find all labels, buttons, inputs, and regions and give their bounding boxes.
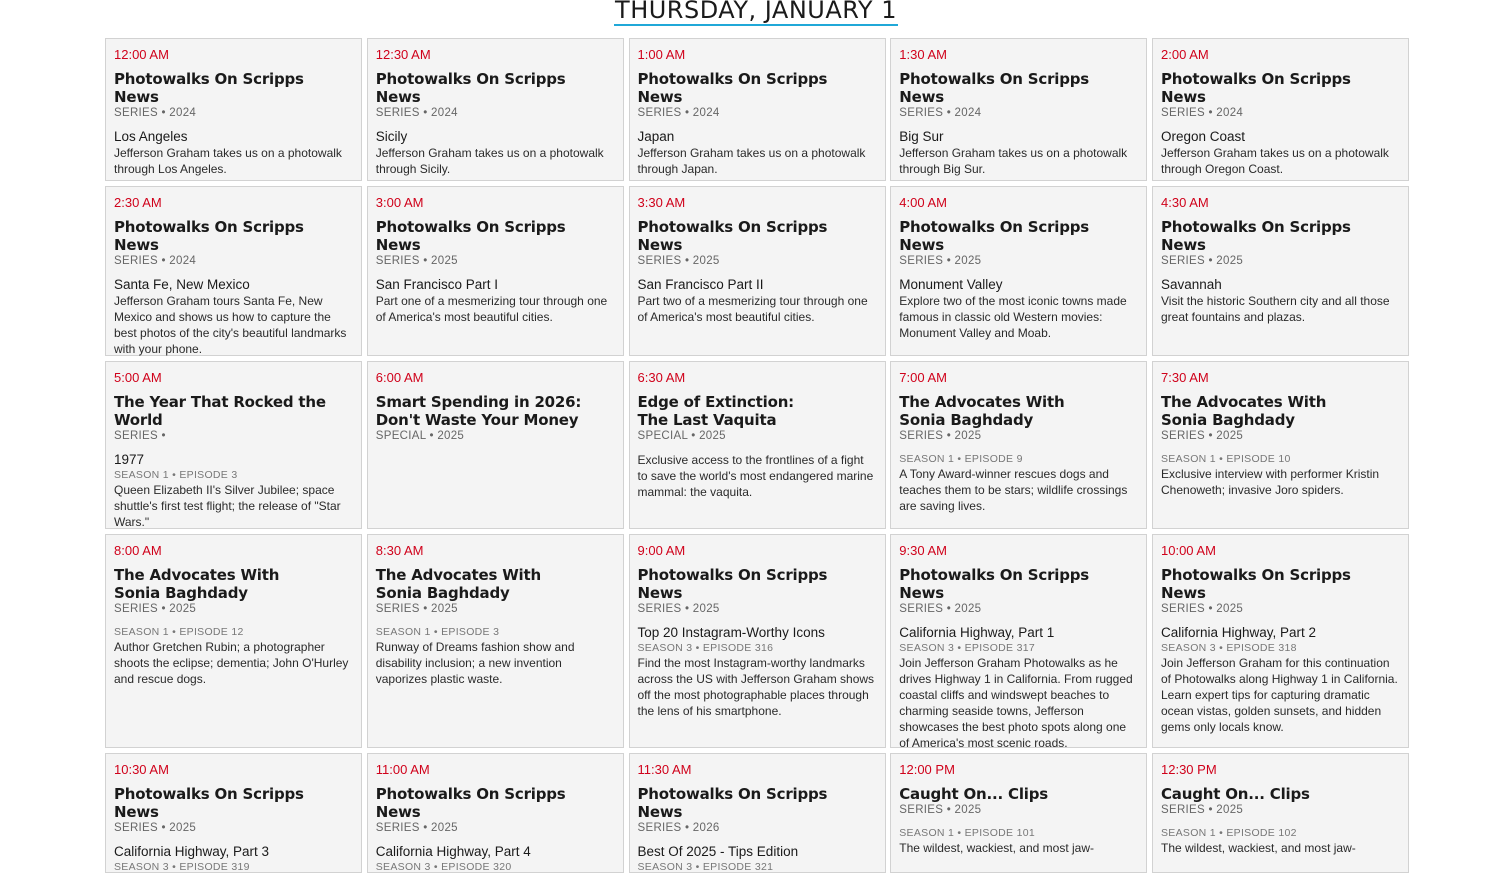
listing-time: 4:00 AM [899,195,947,210]
listing-time: 4:30 AM [1161,195,1209,210]
schedule-card[interactable] [367,534,624,748]
listing-time: 8:00 AM [114,543,162,558]
listing-time: 3:30 AM [637,195,686,210]
listing-title[interactable]: Photowalks On Scripps News [1161,218,1351,254]
episode-title: Sicily [375,129,408,144]
schedule-card[interactable] [105,753,362,873]
episode-description: Jefferson Graham takes us on a photowalk through Oregon Coast. [1161,146,1389,176]
episode-meta: SEASON 1 • EPISODE 3 [114,469,238,481]
listing-title[interactable]: Photowalks On Scripps News [114,70,304,106]
episode-description: The wildest, wackiest, and most jaw- [899,841,1094,855]
episode-title: Savannah [1161,277,1222,292]
episode-description: Part two of a mesmerizing tour through one of America's most beautiful cities. [637,294,868,324]
listing-title[interactable]: Caught On... Clips [899,785,1048,803]
episode-meta: SEASON 3 • EPISODE 317 [899,642,1035,654]
listing-meta: SERIES • 2024 [114,107,197,119]
listing-time: 7:30 AM [1161,370,1209,385]
episode-description: Exclusive access to the frontlines of a fight to save the world's most endangered marine mammal: the vaquita. [637,453,874,499]
listing-meta: SERIES • 2024 [375,107,458,119]
date-heading-text: THURSDAY, JANUARY 1 [614,0,898,26]
schedule-card[interactable] [1152,186,1409,356]
date-heading [0,0,1512,25]
listing-time: 11:00 AM [375,762,430,777]
episode-title: San Francisco Part II [637,277,764,292]
listing-title[interactable]: Photowalks On Scripps News [375,70,566,106]
schedule-card[interactable] [367,38,624,181]
episode-title: Los Angeles [114,129,188,144]
episode-description: Jefferson Graham takes us on a photowalk through Japan. [637,146,866,176]
listing-meta: SERIES • 2026 [637,822,720,834]
episode-description: Jefferson Graham takes us on a photowalk through Los Angeles. [114,146,342,176]
listing-meta: SERIES • 2025 [114,603,197,615]
schedule-card[interactable] [890,753,1147,873]
schedule-grid [105,38,1409,873]
episode-meta: SEASON 3 • EPISODE 319 [114,861,250,873]
schedule-card[interactable] [890,361,1147,529]
schedule-card[interactable] [1152,753,1409,873]
episode-title: California Highway, Part 2 [1161,625,1317,640]
listing-meta: SERIES • 2025 [637,255,720,267]
listing-title[interactable]: Photowalks On Scripps News [375,218,566,254]
episode-meta: SEASON 1 • EPISODE 9 [899,453,1023,465]
episode-title: California Highway, Part 4 [375,844,531,859]
episode-description: Runway of Dreams fashion show and disability inclusion; a new invention vaporizes plastic waste. [375,640,575,686]
episode-title: Japan [637,129,675,144]
schedule-card[interactable] [105,38,362,181]
listing-meta: SERIES • 2025 [375,822,458,834]
listing-meta: SERIES • 2025 [375,255,458,267]
listing-title[interactable]: Caught On... Clips [1161,785,1310,803]
schedule-card[interactable] [629,361,886,529]
listing-time: 10:30 AM [114,762,169,777]
episode-description: Join Jefferson Graham Photowalks as he drives Highway 1 in California. From rugged coastal cliffs and windswept beaches to charming seaside towns, Jefferson showcases the best photo spots along one of America's most scenic roads. [899,656,1133,750]
episode-description: Part one of a mesmerizing tour through one of America's most beautiful cities. [375,294,608,324]
episode-title: California Highway, Part 3 [114,844,270,859]
episode-description: Queen Elizabeth II's Silver Jubilee; space shuttle's first test flight; the release of "Star Wars." [114,483,341,529]
episode-description: Jefferson Graham takes us on a photowalk through Big Sur. [899,146,1128,176]
episode-meta: SEASON 1 • EPISODE 12 [114,626,244,638]
listing-time: 12:30 AM [375,47,431,62]
listing-title[interactable]: Photowalks On Scripps News [1161,566,1351,602]
schedule-card[interactable] [1152,38,1409,181]
listing-title[interactable]: Photowalks On Scripps News [375,785,566,821]
listing-title[interactable]: The Advocates With Sonia Baghdady [375,566,541,602]
schedule-card[interactable] [105,186,362,356]
episode-title: Oregon Coast [1161,129,1246,144]
episode-title: Santa Fe, New Mexico [114,277,250,292]
listing-meta: SERIES • 2025 [899,430,982,442]
episode-description: Author Gretchen Rubin; a photographer shoots the eclipse; dementia; John O'Hurley and rescue dogs. [114,640,349,686]
listing-title[interactable]: Photowalks On Scripps News [637,218,828,254]
listing-time: 9:00 AM [637,543,686,558]
listing-time: 12:30 PM [1161,762,1217,777]
listing-time: 10:00 AM [1161,543,1216,558]
listing-time: 9:30 AM [899,543,947,558]
listing-meta: SERIES • 2025 [899,603,982,615]
listing-title[interactable]: Photowalks On Scripps News [899,70,1090,106]
listing-title[interactable]: Photowalks On Scripps News [114,785,304,821]
listing-meta: SERIES • 2025 [375,603,458,615]
listing-title[interactable]: Photowalks On Scripps News [637,785,828,821]
episode-description: The wildest, wackiest, and most jaw- [1161,841,1356,855]
listing-time: 5:00 AM [114,370,162,385]
listing-title[interactable]: The Advocates With Sonia Baghdady [114,566,280,602]
episode-title: Big Sur [899,129,944,144]
listing-meta: SERIES • 2024 [114,255,197,267]
listing-meta: SPECIAL • 2025 [637,430,726,442]
listing-time: 7:00 AM [899,370,947,385]
listing-title[interactable]: The Advocates With Sonia Baghdady [899,393,1065,429]
listing-time: 11:30 AM [637,762,692,777]
episode-description: Visit the historic Southern city and all those great fountains and plazas. [1161,294,1390,324]
episode-meta: SEASON 3 • EPISODE 321 [637,861,774,873]
episode-meta: SEASON 1 • EPISODE 101 [899,827,1035,839]
listing-time: 1:00 AM [637,47,686,62]
episode-title: Top 20 Instagram-Worthy Icons [637,625,825,640]
schedule-card[interactable] [629,186,886,356]
listing-time: 6:30 AM [637,370,686,385]
listing-title[interactable]: Photowalks On Scripps News [114,218,304,254]
episode-description: Exclusive interview with performer Kristin Chenoweth; invasive Joro spiders. [1161,467,1380,497]
episode-description: A Tony Award-winner rescues dogs and teaches them to be stars; wildlife crossings are saving lives. [899,467,1128,513]
listing-meta: SERIES • 2025 [899,804,982,816]
listing-title[interactable]: Smart Spending in 2026: Don't Waste Your Money [375,393,582,429]
episode-meta: SEASON 3 • EPISODE 320 [375,861,512,873]
listing-time: 2:30 AM [114,195,162,210]
listing-title[interactable]: Photowalks On Scripps News [899,218,1090,254]
schedule-card[interactable] [890,534,1147,748]
listing-title[interactable]: Edge of Extinction: The Last Vaquita [637,393,794,429]
episode-description: Jefferson Graham tours Santa Fe, New Mexico and shows us how to capture the best photos of the city's beautiful landmarks with your phone. [114,294,347,356]
episode-title: Monument Valley [899,277,1003,292]
schedule-card[interactable] [367,753,624,873]
listing-title[interactable]: Photowalks On Scripps News [1161,70,1351,106]
listing-title[interactable]: The Year That Rocked the World [114,393,326,429]
listing-title[interactable]: Photowalks On Scripps News [637,70,828,106]
episode-meta: SEASON 1 • EPISODE 3 [375,626,500,638]
listing-time: 2:00 AM [1161,47,1209,62]
schedule-card[interactable] [890,186,1147,356]
schedule-card[interactable] [367,186,624,356]
schedule-card[interactable] [105,361,362,529]
episode-description: Join Jefferson Graham for this continuation of Photowalks along Highway 1 in California. Learn expert tips for capturing dramatic ocean vistas, golden sunsets, and hidden gems only locals know. [1161,656,1398,734]
listing-meta: SERIES • 2024 [899,107,982,119]
listing-meta: SERIES • 2025 [1161,255,1244,267]
schedule-card[interactable] [629,753,886,873]
episode-description: Find the most Instagram-worthy landmarks across the US with Jefferson Graham shows off the most photographable places through the lens of his smartphone. [637,656,875,718]
schedule-card[interactable] [1152,534,1409,748]
schedule-card[interactable] [105,534,362,748]
listing-meta: SPECIAL • 2025 [375,430,465,442]
listing-meta: SERIES • 2024 [1161,107,1244,119]
listing-title[interactable]: Photowalks On Scripps News [637,566,828,602]
listing-meta: SERIES • 2025 [1161,430,1244,442]
episode-title: California Highway, Part 1 [899,625,1055,640]
schedule-card[interactable] [629,38,886,181]
schedule-card[interactable] [890,38,1147,181]
episode-description: Jefferson Graham takes us on a photowalk through Sicily. [375,146,604,176]
episode-meta: SEASON 3 • EPISODE 316 [637,642,774,654]
listing-time: 6:00 AM [375,370,424,385]
episode-title: 1977 [114,452,145,467]
listing-meta: SERIES • 2025 [1161,804,1244,816]
schedule-card[interactable] [629,534,886,748]
listing-meta: SERIES • 2025 [114,822,197,834]
listing-meta: SERIES • [114,430,166,442]
listing-time: 12:00 AM [114,47,169,62]
listing-meta: SERIES • 2025 [899,255,982,267]
episode-title: Best Of 2025 - Tips Edition [637,844,799,859]
episode-description: Explore two of the most iconic towns made famous in classic old Western movies: Monument Valley and Moab. [899,294,1127,340]
episode-meta: SEASON 1 • EPISODE 102 [1161,827,1297,839]
episode-meta: SEASON 1 • EPISODE 10 [1161,453,1291,465]
listing-title[interactable]: The Advocates With Sonia Baghdady [1161,393,1327,429]
listing-meta: SERIES • 2024 [637,107,720,119]
schedule-card[interactable] [1152,361,1409,529]
episode-title: San Francisco Part I [375,277,499,292]
listing-time: 1:30 AM [899,47,947,62]
listing-time: 8:30 AM [375,543,424,558]
listing-title[interactable]: Photowalks On Scripps News [899,566,1090,602]
listing-time: 12:00 PM [899,762,955,777]
episode-meta: SEASON 3 • EPISODE 318 [1161,642,1297,654]
listing-meta: SERIES • 2025 [637,603,720,615]
schedule-card[interactable] [367,361,624,529]
listing-time: 3:00 AM [375,195,424,210]
listing-meta: SERIES • 2025 [1161,603,1244,615]
